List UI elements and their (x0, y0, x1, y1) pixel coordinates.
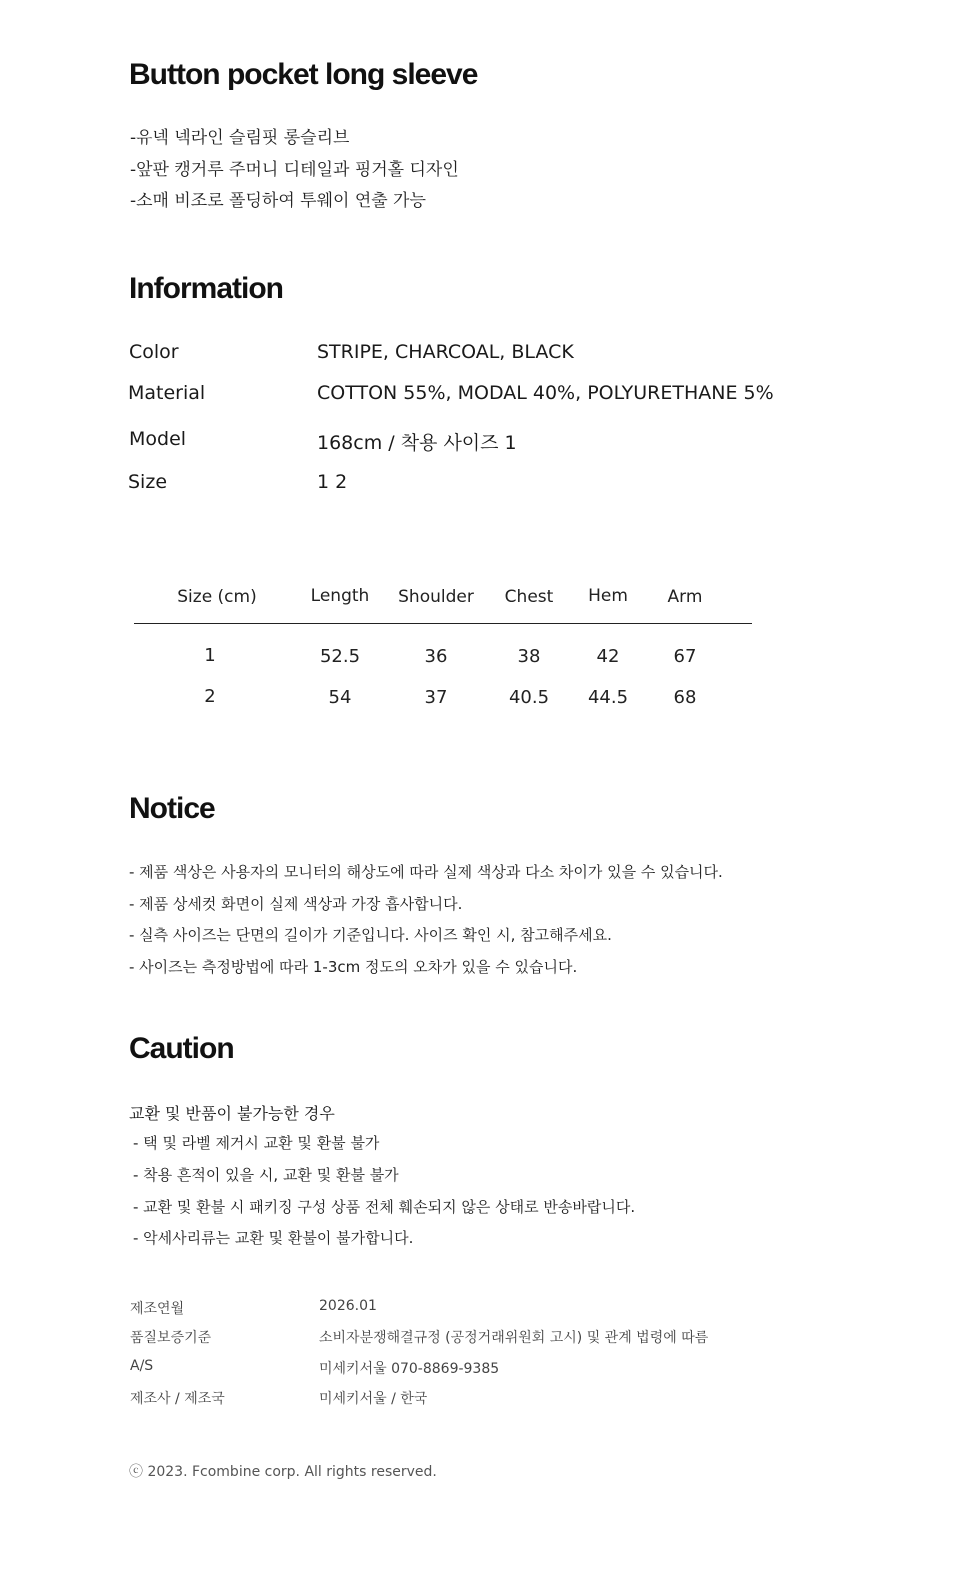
info-label-model: Model (129, 428, 187, 450)
information-heading: Information (129, 272, 283, 305)
table-cell: 68 (673, 687, 697, 708)
table-cell: 40.5 (508, 687, 550, 708)
size-table-header: Arm (667, 587, 703, 607)
info-label-size: Size (128, 471, 168, 493)
product-title: Button pocket long sleeve (129, 58, 478, 91)
table-cell: 54 (328, 687, 352, 708)
table-cell: 52.5 (319, 646, 361, 667)
size-table-header: Shoulder (398, 587, 474, 607)
info-value-material: COTTON 55%, MODAL 40%, POLYURETHANE 5% (317, 382, 774, 404)
notice-line: - 실측 사이즈는 단면의 길이가 기준입니다. 사이즈 확인 시, 참고해주세요. (129, 926, 612, 944)
table-cell: 36 (424, 646, 448, 667)
meta-value: 미세키서울 / 한국 (319, 1391, 428, 1407)
size-table-header: Size (cm) (177, 587, 257, 607)
caution-line: - 악세사리류는 교환 및 환불이 불가합니다. (133, 1229, 414, 1247)
notice-line: - 제품 상세컷 화면이 실제 색상과 가장 흡사합니다. (129, 895, 463, 913)
copyright: ⓒ 2023. Fcombine corp. All rights reserved. (129, 1464, 437, 1480)
table-cell: 38 (517, 646, 541, 667)
notice-line: - 제품 색상은 사용자의 모니터의 해상도에 따라 실제 색상과 다소 차이가 있을 수 있습니다. (129, 863, 723, 881)
description-line: -앞판 캥거루 주머니 디테일과 핑거홀 디자인 (130, 160, 459, 180)
info-label-color: Color (129, 341, 179, 363)
info-value-size: 1 2 (317, 471, 348, 493)
notice-line: - 사이즈는 측정방법에 따라 1-3cm 정도의 오차가 있을 수 있습니다. (129, 958, 578, 976)
size-table-header: Hem (588, 586, 628, 606)
description-line: -소매 비조로 폴딩하여 투웨이 연출 가능 (130, 191, 426, 211)
table-divider (134, 623, 752, 624)
caution-heading: Caution (129, 1032, 234, 1065)
meta-label: 제조사 / 제조국 (130, 1391, 225, 1407)
notice-heading: Notice (129, 792, 215, 825)
meta-value: 소비자분쟁해결규정 (공정거래위원회 고시) 및 관계 법령에 따름 (319, 1330, 709, 1346)
table-cell: 44.5 (587, 687, 629, 708)
size-table-header: Length (310, 586, 370, 606)
meta-value: 미세키서울 070-8869-9385 (319, 1361, 500, 1377)
info-label-material: Material (128, 382, 206, 404)
caution-line: - 교환 및 환불 시 패키징 구성 상품 전체 훼손되지 않은 상태로 반송바랍니다. (133, 1198, 636, 1216)
info-value-model: 168cm / 착용 사이즈 1 (317, 432, 517, 454)
table-cell: 67 (673, 646, 697, 667)
size-table-header: Chest (504, 587, 554, 607)
caution-line: - 택 및 라벨 제거시 교환 및 환불 불가 (133, 1134, 380, 1152)
caution-line: - 착용 흔적이 있을 시, 교환 및 환불 불가 (133, 1166, 399, 1184)
table-cell: 2 (204, 686, 216, 707)
meta-label: A/S (130, 1358, 154, 1374)
table-cell: 37 (424, 687, 448, 708)
table-cell: 1 (204, 645, 216, 666)
meta-label: 품질보증기준 (130, 1330, 212, 1346)
caution-subtitle: 교환 및 반품이 불가능한 경우 (129, 1104, 335, 1123)
description-line: -유넥 넥라인 슬림핏 롱슬리브 (130, 128, 350, 148)
meta-value: 2026.01 (319, 1298, 377, 1314)
table-cell: 42 (596, 646, 620, 667)
info-value-color: STRIPE, CHARCOAL, BLACK (317, 341, 574, 363)
meta-label: 제조연월 (130, 1301, 185, 1317)
